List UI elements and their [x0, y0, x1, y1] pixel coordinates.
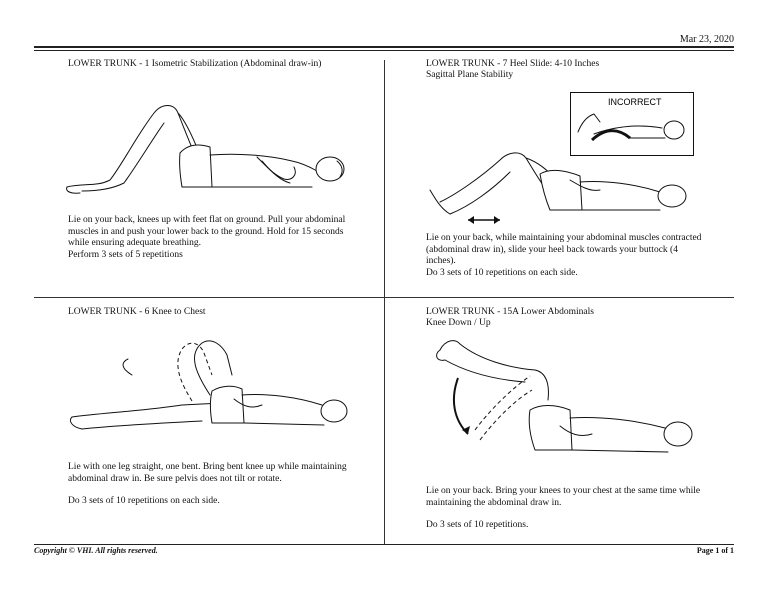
exercise-panel-4 — [426, 307, 726, 329]
page-number: Page 1 of 1 — [696, 546, 734, 555]
exercise-sets: Do 3 sets of 10 repetitions. — [426, 520, 529, 530]
exercise-title: LOWER TRUNK - 7 Heel Slide: 4-10 Inches — [426, 59, 600, 69]
exercise-instructions: Lie on your back, while maintaining your abdominal muscles contracted (abdominal draw in), slide your heel back towards your buttock (4 inches). — [426, 233, 702, 266]
exercise-illustration-1 — [62, 95, 352, 205]
exercise-panel-3 — [68, 307, 368, 318]
exercise-title: LOWER TRUNK - 1 Isometric Stabilization (Abdominal draw-in) — [68, 59, 322, 69]
vertical-divider — [384, 60, 385, 544]
copyright-notice: Copyright © VHI. All rights reserved. — [34, 546, 158, 555]
horizontal-divider — [34, 297, 734, 298]
exercise-sets: Do 3 sets of 10 repetitions on each side. — [426, 267, 578, 278]
exercise-panel-2 — [426, 59, 726, 81]
exercise-sets: Do 3 sets of 10 repetitions on each side. — [68, 496, 220, 506]
exercise-subtitle: Knee Down / Up — [426, 318, 491, 328]
exercise-title: LOWER TRUNK - 15A Lower Abdominals — [426, 307, 594, 317]
footer-rule — [34, 544, 734, 545]
exercise-title: LOWER TRUNK - 6 Knee to Chest — [68, 307, 206, 317]
exercise-illustration-4 — [420, 330, 700, 470]
document-date: Mar 23, 2020 — [679, 34, 734, 45]
exercise-instructions: Lie on your back, knees up with feet flat on ground. Pull your abdominal muscles in and push your lower back to the ground. Hold for 15 seconds while ensuring adequate breathing. — [68, 215, 346, 248]
exercise-sets: Perform 3 sets of 5 repetitions — [68, 249, 183, 260]
exercise-subtitle: Sagittal Plane Stability — [426, 70, 514, 80]
exercise-illustration-2 — [420, 140, 700, 230]
exercise-description-4 — [426, 486, 706, 532]
exercise-illustration-3 — [62, 335, 352, 435]
exercise-description-1 — [68, 215, 348, 261]
exercise-description-2 — [426, 233, 706, 279]
header-rule-thin — [34, 50, 734, 51]
exercise-description-3 — [68, 462, 348, 508]
exercise-panel-1 — [68, 59, 368, 70]
incorrect-label: INCORRECT — [608, 97, 662, 107]
exercise-instructions: Lie on your back. Bring your knees to your chest at the same time while maintaining the abdominal draw in. — [426, 486, 701, 508]
header-rule — [34, 46, 734, 48]
exercise-instructions: Lie with one leg straight, one bent. Bring bent knee up while maintaining abdominal draw in. Be sure pelvis does not tilt or rotate. — [68, 462, 347, 484]
